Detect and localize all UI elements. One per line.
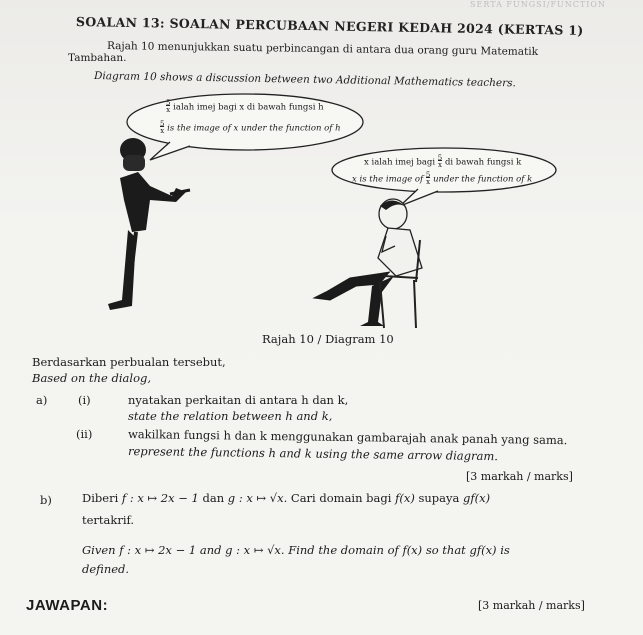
tambahan-text: Tambahan. bbox=[68, 52, 127, 64]
bubble1-line2: $\frac{5}{x}$ is the image of x under the function of h bbox=[160, 120, 341, 135]
part-b-english-line1: Given f : x ↦ 2x − 1 and g : x ↦ √x. Find the domain of f(x) so that gf(x) is bbox=[82, 543, 510, 557]
part-a-marks: [3 markah / marks] bbox=[466, 470, 573, 483]
bubble1-line1: $\frac{5}{x}$ ialah imej bagi x di bawah fungsi h bbox=[166, 99, 324, 114]
part-b-malay-line1: Diberi f : x ↦ 2x − 1 dan g : x ↦ √x. Cari domain bagi f(x) supaya gf(x) bbox=[82, 491, 491, 505]
part-b-marks: [3 markah / marks] bbox=[478, 599, 585, 612]
part-b-malay-line2: tertakrif. bbox=[82, 513, 135, 527]
part-a-i-label: (i) bbox=[78, 393, 91, 407]
based-on-english: Based on the dialog, bbox=[32, 371, 152, 385]
part-a-label: a) bbox=[36, 393, 48, 407]
intro-english: Diagram 10 shows a discussion between two Additional Mathematics teachers. bbox=[93, 70, 516, 90]
part-a-ii-malay: wakilkan fungsi h dan k menggunakan gambarajah anak panah yang sama. bbox=[127, 427, 568, 448]
faint-header-text: SERTA FUNGSI/FUNCTION bbox=[470, 0, 606, 9]
part-a-ii-label: (ii) bbox=[76, 427, 93, 441]
part-a-ii-english: represent the functions h and k using the same arrow diagram. bbox=[127, 444, 499, 464]
diagram-caption: Rajah 10 / Diagram 10 bbox=[262, 332, 394, 346]
bubble2-line1: x ialah imej bagi $\frac{5}{x}$ di bawah fungsi k bbox=[364, 154, 522, 169]
answer-label: JAWAPAN: bbox=[26, 597, 109, 614]
part-a-i-malay: nyatakan perkaitan di antara h dan k, bbox=[128, 393, 349, 407]
bubble2-line2: x is the image of $\frac{5}{x}$ under the function of k bbox=[352, 171, 533, 186]
part-b-label: b) bbox=[40, 493, 52, 507]
part-b-english-line2: defined. bbox=[82, 562, 130, 576]
standing-teacher-figure bbox=[108, 138, 190, 310]
based-on-malay: Berdasarkan perbualan tersebut, bbox=[32, 355, 226, 369]
question-title: SOALAN 13: SOALAN PERCUBAAN NEGERI KEDAH 2024 (KERTAS 1) bbox=[75, 14, 584, 38]
sitting-teacher-figure bbox=[314, 199, 422, 328]
intro-malay: Rajah 10 menunjukkan suatu perbincangan di antara dua orang guru Matematik bbox=[106, 40, 539, 59]
part-a-i-english: state the relation between h and k, bbox=[128, 409, 333, 423]
